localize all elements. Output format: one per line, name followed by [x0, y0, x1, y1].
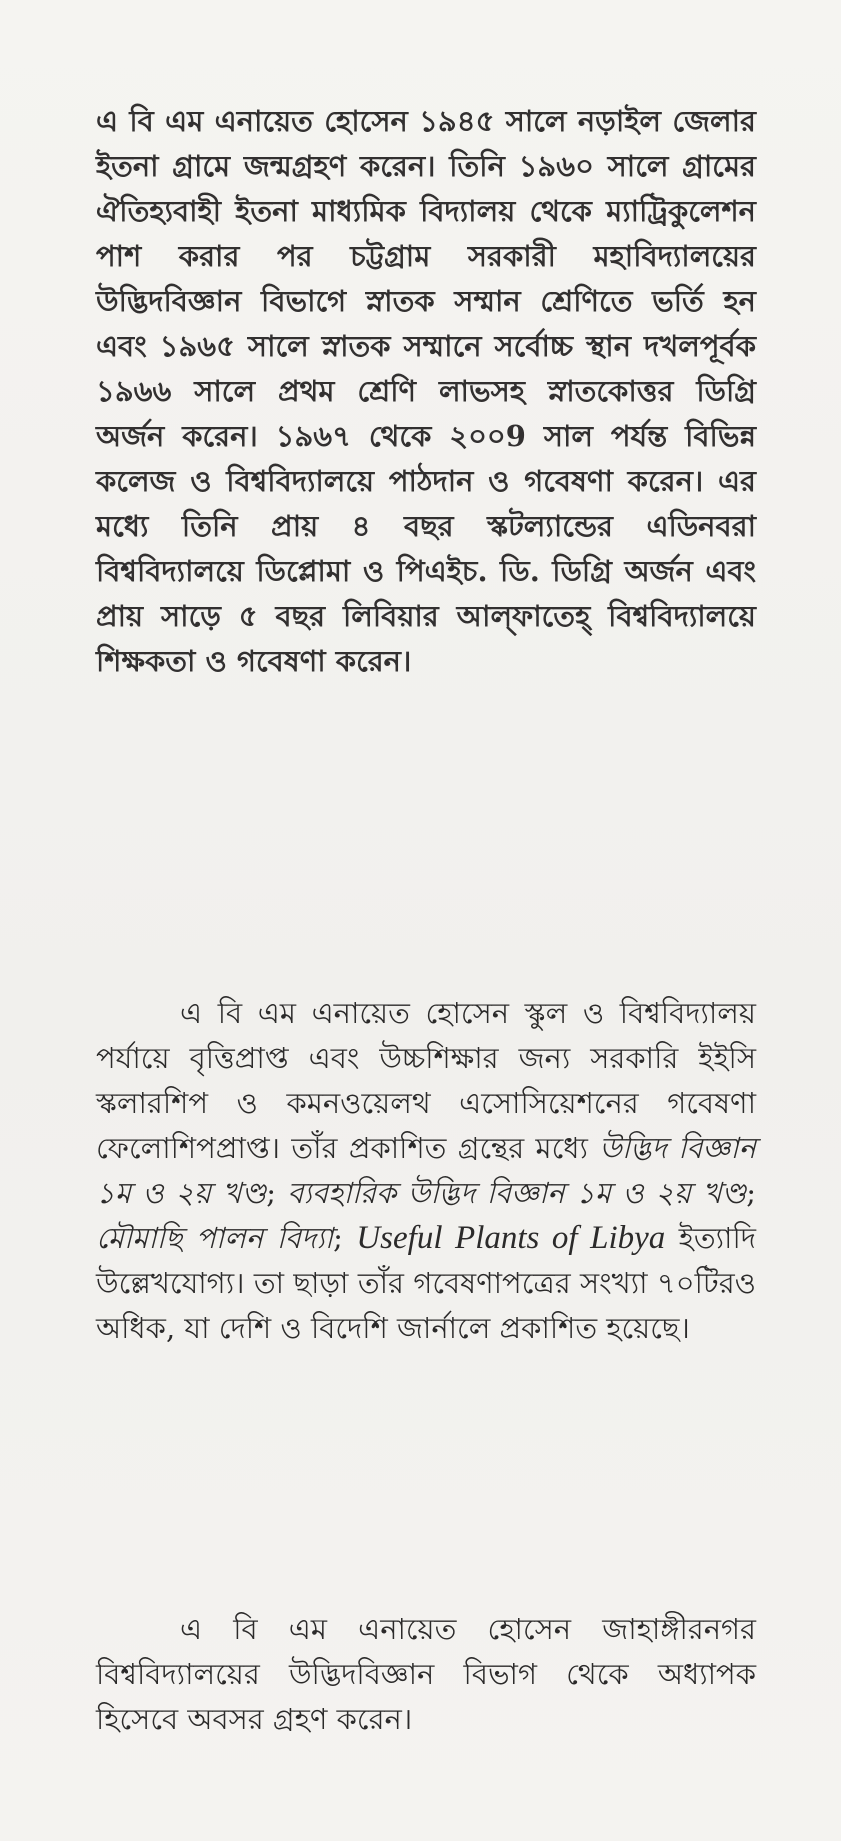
biography-paragraph-2 [96, 991, 756, 1351]
book-title-beekeeping: মৌমাছি পালন বিদ্যা [96, 1221, 334, 1255]
paragraph-2-closing-text: ইত্যাদি উল্লেখযোগ্য। তা ছাড়া তাঁর গবেষণাপত্রের সংখ্যা ৭০টিরও অধিক, যা দেশি ও বিদেশি জার্নালে প্রকাশিত হয়েছে। [96, 1221, 756, 1345]
book-title-botany: উদ্ভিদ বিজ্ঞান ১ম ও ২য় খণ্ড [96, 1131, 756, 1210]
paragraph-2-intro-text: এ বি এম এনায়েত হোসেন স্কুল ও বিশ্ববিদ্যালয় পর্যায়ে বৃত্তিপ্রাপ্ত এবং উচ্চশিক্ষার জন্য সরকারি ইইসি স্কলারশিপ ও কমনওয়েলথ এসোসিয়েশনের গবেষণা ফেলোশিপপ্রাপ্ত। তাঁর প্রকাশিত গ্রন্থের মধ্যে [96, 996, 756, 1165]
book-title-useful-plants-of-libya: Useful Plants of Libya [356, 1220, 666, 1256]
book-separator: ; [333, 1221, 357, 1255]
biography-paragraph-1: এ বি এম এনায়েত হোসেন ১৯৪৫ সালে নড়াইল জেলার ইতনা গ্রামে জন্মগ্রহণ করেন। তিনি ১৯৬০ সালে গ্রামের ঐতিহ্যবাহী ইতনা মাধ্যমিক বিদ্যালয় থেকে ম্যাট্রিকুলেশন পাশ করার পর চট্টগ্রাম সরকারী মহাবিদ্যালয়ের উদ্ভিদবিজ্ঞান বিভাগে স্নাতক সম্মান শ্রেণিতে ভর্তি হন এবং ১৯৬৫ সালে স্নাতক সম্মানে সর্বোচ্চ স্থান দখলপূর্বক ১৯৬৬ সালে প্রথম শ্রেণি লাভসহ স্নাতকোত্তর ডিগ্রি অর্জন করেন। ১৯৬৭ থেকে ২০০9 সাল পর্যন্ত বিভিন্ন কলেজ ও বিশ্ববিদ্যালয়ে পাঠদান ও গবেষণা করেন। এর মধ্যে তিনি প্রায় ৪ বছর স্কটল্যান্ডের এডিনবরা বিশ্ববিদ্যালয়ে ডিপ্লোমা ও পিএইচ. ডি. ডিগ্রি অর্জন এবং প্রায় সাড়ে ৫ বছর লিবিয়ার আল্‌ফাতেহ্ বিশ্ববিদ্যালয়ে শিক্ষকতা ও গবেষণা করেন। [96, 104, 756, 678]
book-title-practical-botany: ব্যবহারিক উদ্ভিদ বিজ্ঞান ১ম ও ২য় খণ্ড [287, 1176, 747, 1210]
book-separator: ; [266, 1176, 288, 1210]
book-separator: ; [746, 1176, 756, 1210]
biography-paragraph-3: এ বি এম এনায়েত হোসেন জাহাঙ্গীরনগর বিশ্ববিদ্যালয়ের উদ্ভিদবিজ্ঞান বিভাগ থেকে অধ্যাপক হিসেবে অবসর গ্রহণ করেন। [96, 1612, 756, 1736]
